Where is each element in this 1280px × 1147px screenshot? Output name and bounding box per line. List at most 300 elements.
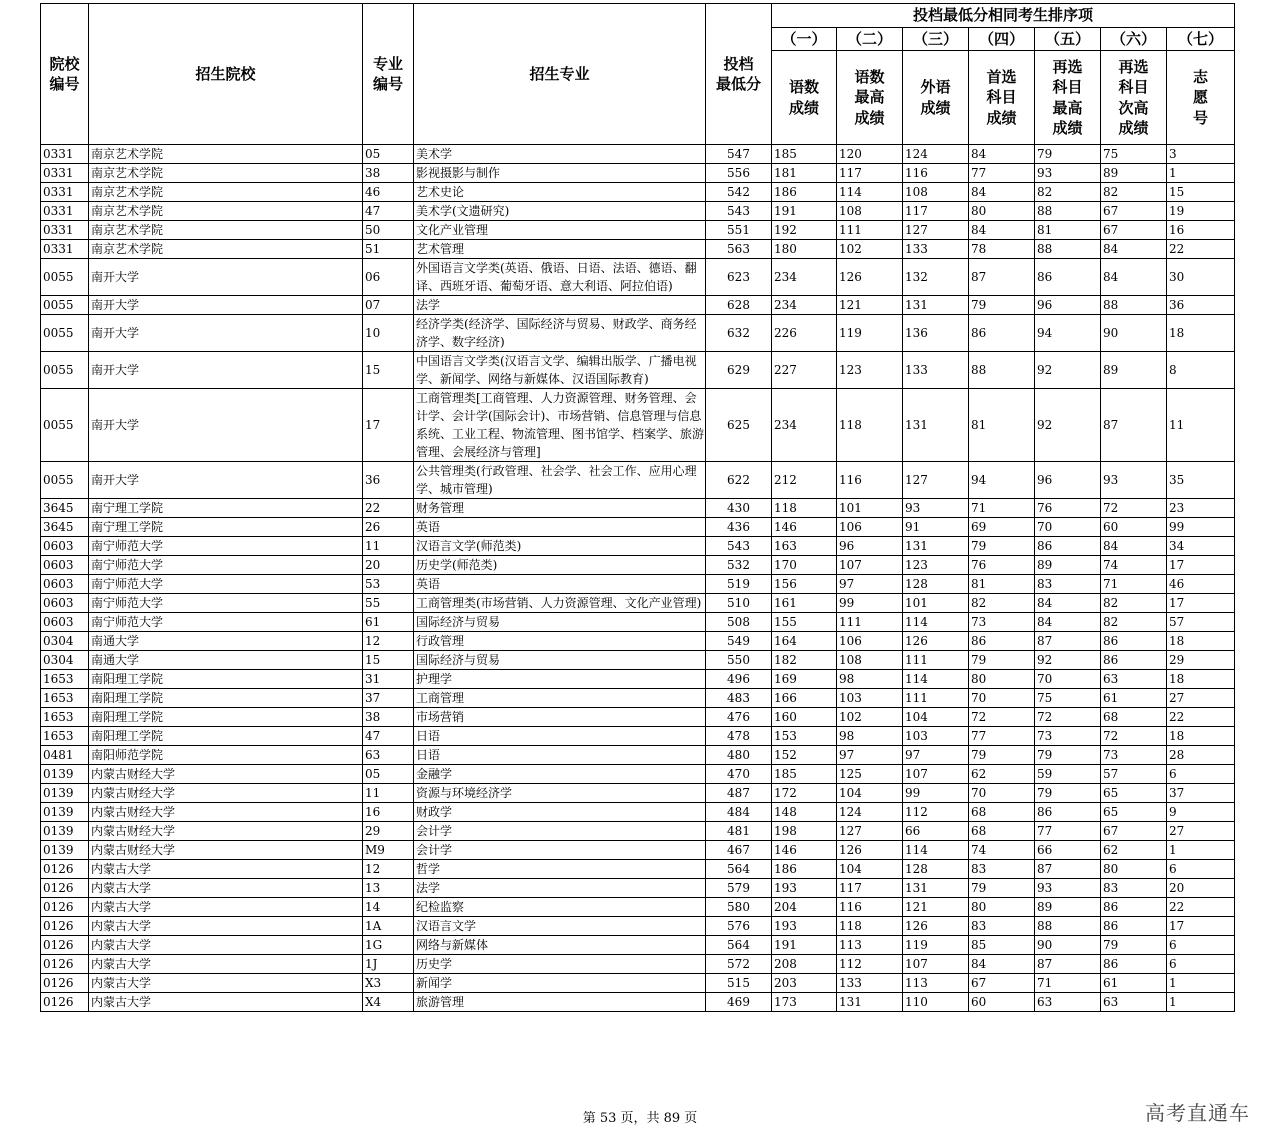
header-min-score: 投档 最低分: [706, 4, 772, 145]
cell-wish-number: 16: [1167, 221, 1235, 240]
cell-school-code: 0126: [41, 936, 89, 955]
cell-school: 南京艺术学院: [89, 240, 363, 259]
cell-score-6: 79: [1101, 936, 1167, 955]
cell-major-code: 38: [363, 164, 414, 183]
cell-school-code: 0603: [41, 594, 89, 613]
cell-school-code: 0481: [41, 746, 89, 765]
cell-score-2: 125: [837, 765, 903, 784]
cell-school-code: 0331: [41, 164, 89, 183]
cell-score-2: 102: [837, 240, 903, 259]
cell-major: 新闻学: [414, 974, 706, 993]
cell-min-score: 542: [706, 183, 772, 202]
cell-school-code: 0139: [41, 803, 89, 822]
cell-wish-number: 6: [1167, 955, 1235, 974]
cell-major-code: 1A: [363, 917, 414, 936]
cell-major: 会计学: [414, 841, 706, 860]
cell-score-5: 84: [1035, 594, 1101, 613]
table-row: [41, 518, 1235, 537]
cell-score-4: 84: [969, 145, 1035, 164]
cell-min-score: 549: [706, 632, 772, 651]
cell-min-score: 564: [706, 936, 772, 955]
cell-major-code: 51: [363, 240, 414, 259]
cell-score-1: 191: [772, 202, 837, 221]
cell-min-score: 625: [706, 389, 772, 462]
cell-score-1: 160: [772, 708, 837, 727]
cell-score-5: 81: [1035, 221, 1101, 240]
cell-school: 内蒙古大学: [89, 917, 363, 936]
cell-school-code: 0331: [41, 221, 89, 240]
cell-score-1: 191: [772, 936, 837, 955]
header-tiebreak-label: 首选 科目 成绩: [969, 51, 1035, 145]
cell-score-1: 163: [772, 537, 837, 556]
cell-score-6: 86: [1101, 651, 1167, 670]
cell-score-2: 107: [837, 556, 903, 575]
cell-school: 南阳师范学院: [89, 746, 363, 765]
cell-score-6: 62: [1101, 841, 1167, 860]
cell-major-code: X4: [363, 993, 414, 1012]
cell-school-code: 0139: [41, 841, 89, 860]
cell-wish-number: 1: [1167, 164, 1235, 183]
cell-score-4: 81: [969, 575, 1035, 594]
cell-wish-number: 20: [1167, 879, 1235, 898]
cell-score-4: 84: [969, 183, 1035, 202]
cell-school-code: 0126: [41, 974, 89, 993]
cell-score-3: 119: [903, 936, 969, 955]
cell-score-5: 70: [1035, 518, 1101, 537]
cell-score-5: 83: [1035, 575, 1101, 594]
cell-score-6: 61: [1101, 689, 1167, 708]
cell-score-3: 93: [903, 499, 969, 518]
table-row: [41, 936, 1235, 955]
cell-score-6: 84: [1101, 259, 1167, 296]
header-tiebreak-number: （六）: [1101, 28, 1167, 51]
cell-major-code: 37: [363, 689, 414, 708]
table-row: [41, 632, 1235, 651]
admission-score-table: [40, 3, 1235, 1012]
cell-min-score: 470: [706, 765, 772, 784]
header-tiebreak-number: （三）: [903, 28, 969, 51]
cell-major: 护理学: [414, 670, 706, 689]
cell-score-5: 73: [1035, 727, 1101, 746]
cell-school: 内蒙古大学: [89, 974, 363, 993]
cell-score-1: 182: [772, 651, 837, 670]
cell-score-2: 99: [837, 594, 903, 613]
cell-score-4: 77: [969, 164, 1035, 183]
cell-score-2: 96: [837, 537, 903, 556]
cell-score-5: 70: [1035, 670, 1101, 689]
header-tiebreak-label: 语数 成绩: [772, 51, 837, 145]
cell-wish-number: 3: [1167, 145, 1235, 164]
cell-score-5: 79: [1035, 145, 1101, 164]
cell-score-6: 82: [1101, 613, 1167, 632]
cell-score-6: 63: [1101, 993, 1167, 1012]
cell-wish-number: 1: [1167, 841, 1235, 860]
cell-wish-number: 23: [1167, 499, 1235, 518]
cell-major: 日语: [414, 746, 706, 765]
cell-major: 汉语言文学: [414, 917, 706, 936]
cell-score-6: 86: [1101, 917, 1167, 936]
cell-score-3: 131: [903, 296, 969, 315]
cell-score-1: 153: [772, 727, 837, 746]
cell-wish-number: 1: [1167, 974, 1235, 993]
cell-score-2: 102: [837, 708, 903, 727]
cell-wish-number: 11: [1167, 389, 1235, 462]
cell-score-1: 156: [772, 575, 837, 594]
cell-score-1: 226: [772, 315, 837, 352]
cell-wish-number: 30: [1167, 259, 1235, 296]
cell-score-6: 74: [1101, 556, 1167, 575]
cell-major: 旅游管理: [414, 993, 706, 1012]
cell-score-4: 88: [969, 352, 1035, 389]
cell-score-4: 82: [969, 594, 1035, 613]
cell-score-3: 108: [903, 183, 969, 202]
table-header: [41, 4, 1235, 145]
cell-school: 内蒙古财经大学: [89, 784, 363, 803]
cell-school: 南开大学: [89, 389, 363, 462]
cell-major-code: 26: [363, 518, 414, 537]
cell-score-6: 73: [1101, 746, 1167, 765]
cell-score-1: 203: [772, 974, 837, 993]
cell-major: 哲学: [414, 860, 706, 879]
cell-score-4: 84: [969, 955, 1035, 974]
cell-min-score: 476: [706, 708, 772, 727]
cell-score-4: 79: [969, 296, 1035, 315]
header-school-code: 院校 编号: [41, 4, 89, 145]
cell-major: 汉语言文学(师范类): [414, 537, 706, 556]
table-row: [41, 537, 1235, 556]
cell-score-2: 98: [837, 670, 903, 689]
cell-score-2: 116: [837, 462, 903, 499]
cell-score-1: 193: [772, 917, 837, 936]
cell-score-4: 69: [969, 518, 1035, 537]
cell-min-score: 496: [706, 670, 772, 689]
cell-score-5: 88: [1035, 202, 1101, 221]
cell-score-6: 87: [1101, 389, 1167, 462]
cell-score-1: 170: [772, 556, 837, 575]
table-row: [41, 974, 1235, 993]
cell-score-3: 128: [903, 575, 969, 594]
cell-school: 内蒙古大学: [89, 993, 363, 1012]
table-row: [41, 898, 1235, 917]
cell-score-4: 72: [969, 708, 1035, 727]
cell-school: 南京艺术学院: [89, 183, 363, 202]
cell-min-score: 629: [706, 352, 772, 389]
cell-major-code: 12: [363, 632, 414, 651]
cell-score-4: 80: [969, 202, 1035, 221]
cell-score-5: 92: [1035, 389, 1101, 462]
cell-min-score: 563: [706, 240, 772, 259]
cell-major-code: 50: [363, 221, 414, 240]
cell-score-6: 80: [1101, 860, 1167, 879]
cell-school: 内蒙古大学: [89, 898, 363, 917]
cell-major: 艺术管理: [414, 240, 706, 259]
cell-major-code: 11: [363, 537, 414, 556]
cell-score-6: 82: [1101, 183, 1167, 202]
cell-score-6: 84: [1101, 240, 1167, 259]
cell-score-2: 104: [837, 860, 903, 879]
cell-school-code: 0055: [41, 389, 89, 462]
cell-score-2: 127: [837, 822, 903, 841]
table-row: [41, 240, 1235, 259]
cell-school: 内蒙古财经大学: [89, 841, 363, 860]
cell-school-code: 0304: [41, 651, 89, 670]
cell-score-5: 87: [1035, 860, 1101, 879]
cell-score-1: 161: [772, 594, 837, 613]
cell-min-score: 556: [706, 164, 772, 183]
cell-min-score: 623: [706, 259, 772, 296]
cell-major: 日语: [414, 727, 706, 746]
cell-school-code: 0126: [41, 898, 89, 917]
cell-score-2: 117: [837, 879, 903, 898]
cell-score-4: 94: [969, 462, 1035, 499]
cell-score-2: 120: [837, 145, 903, 164]
cell-score-6: 68: [1101, 708, 1167, 727]
cell-major: 行政管理: [414, 632, 706, 651]
cell-school-code: 1653: [41, 670, 89, 689]
cell-major: 网络与新媒体: [414, 936, 706, 955]
cell-major: 历史学(师范类): [414, 556, 706, 575]
cell-major: 公共管理类(行政管理、社会学、社会工作、应用心理学、城市管理): [414, 462, 706, 499]
cell-score-2: 112: [837, 955, 903, 974]
cell-score-5: 93: [1035, 879, 1101, 898]
cell-score-1: 166: [772, 689, 837, 708]
cell-score-4: 70: [969, 784, 1035, 803]
cell-major-code: 13: [363, 879, 414, 898]
cell-score-5: 92: [1035, 352, 1101, 389]
cell-min-score: 469: [706, 993, 772, 1012]
cell-school: 南宁师范大学: [89, 613, 363, 632]
cell-min-score: 628: [706, 296, 772, 315]
cell-score-4: 71: [969, 499, 1035, 518]
cell-score-6: 60: [1101, 518, 1167, 537]
cell-score-5: 88: [1035, 917, 1101, 936]
cell-major: 美术学: [414, 145, 706, 164]
cell-score-2: 121: [837, 296, 903, 315]
table-row: [41, 145, 1235, 164]
cell-major-code: 36: [363, 462, 414, 499]
cell-major: 艺术史论: [414, 183, 706, 202]
cell-min-score: 580: [706, 898, 772, 917]
cell-score-4: 62: [969, 765, 1035, 784]
cell-wish-number: 17: [1167, 594, 1235, 613]
cell-score-6: 83: [1101, 879, 1167, 898]
header-tiebreak-number: （七）: [1167, 28, 1235, 51]
header-major: 招生专业: [414, 4, 706, 145]
cell-score-2: 116: [837, 898, 903, 917]
cell-score-2: 113: [837, 936, 903, 955]
cell-min-score: 579: [706, 879, 772, 898]
cell-school: 南阳理工学院: [89, 670, 363, 689]
cell-school: 内蒙古大学: [89, 879, 363, 898]
cell-min-score: 467: [706, 841, 772, 860]
cell-wish-number: 15: [1167, 183, 1235, 202]
cell-score-3: 107: [903, 955, 969, 974]
cell-major: 法学: [414, 879, 706, 898]
cell-wish-number: 8: [1167, 352, 1235, 389]
cell-wish-number: 6: [1167, 936, 1235, 955]
cell-wish-number: 36: [1167, 296, 1235, 315]
cell-score-5: 96: [1035, 296, 1101, 315]
cell-score-6: 89: [1101, 352, 1167, 389]
cell-score-3: 133: [903, 240, 969, 259]
cell-score-1: 148: [772, 803, 837, 822]
table-row: [41, 803, 1235, 822]
cell-score-6: 72: [1101, 727, 1167, 746]
cell-major-code: 20: [363, 556, 414, 575]
cell-school-code: 0126: [41, 879, 89, 898]
cell-min-score: 632: [706, 315, 772, 352]
cell-major: 外国语言文学类(英语、俄语、日语、法语、德语、翻译、西班牙语、葡萄牙语、意大利语、阿拉伯语): [414, 259, 706, 296]
cell-school-code: 0603: [41, 556, 89, 575]
cell-score-1: 186: [772, 183, 837, 202]
cell-school-code: 0603: [41, 575, 89, 594]
table-row: [41, 499, 1235, 518]
cell-wish-number: 18: [1167, 670, 1235, 689]
cell-score-2: 126: [837, 841, 903, 860]
cell-score-1: 227: [772, 352, 837, 389]
cell-score-3: 116: [903, 164, 969, 183]
cell-score-6: 86: [1101, 955, 1167, 974]
cell-major-code: 16: [363, 803, 414, 822]
cell-wish-number: 17: [1167, 917, 1235, 936]
cell-major: 财务管理: [414, 499, 706, 518]
cell-wish-number: 37: [1167, 784, 1235, 803]
cell-school-code: 1653: [41, 689, 89, 708]
cell-score-1: 186: [772, 860, 837, 879]
cell-score-4: 68: [969, 822, 1035, 841]
cell-score-4: 79: [969, 746, 1035, 765]
cell-major: 国际经济与贸易: [414, 613, 706, 632]
cell-score-5: 86: [1035, 537, 1101, 556]
cell-score-3: 97: [903, 746, 969, 765]
cell-min-score: 622: [706, 462, 772, 499]
table-row: [41, 841, 1235, 860]
cell-score-6: 86: [1101, 898, 1167, 917]
cell-score-5: 77: [1035, 822, 1101, 841]
cell-score-1: 212: [772, 462, 837, 499]
cell-school: 南宁师范大学: [89, 537, 363, 556]
table-row: [41, 352, 1235, 389]
cell-major-code: 29: [363, 822, 414, 841]
cell-score-1: 155: [772, 613, 837, 632]
cell-score-4: 74: [969, 841, 1035, 860]
header-tiebreak-label: 志 愿 号: [1167, 51, 1235, 145]
cell-score-1: 185: [772, 765, 837, 784]
cell-score-5: 86: [1035, 259, 1101, 296]
cell-school: 内蒙古大学: [89, 955, 363, 974]
cell-score-6: 71: [1101, 575, 1167, 594]
table-row: [41, 259, 1235, 296]
cell-score-4: 60: [969, 993, 1035, 1012]
cell-school-code: 0055: [41, 296, 89, 315]
cell-score-2: 103: [837, 689, 903, 708]
cell-major-code: 1G: [363, 936, 414, 955]
table-row: [41, 746, 1235, 765]
cell-score-4: 84: [969, 221, 1035, 240]
cell-score-5: 76: [1035, 499, 1101, 518]
cell-min-score: 515: [706, 974, 772, 993]
cell-score-5: 79: [1035, 784, 1101, 803]
cell-major-code: 46: [363, 183, 414, 202]
cell-major-code: 07: [363, 296, 414, 315]
cell-school: 南通大学: [89, 651, 363, 670]
cell-score-5: 75: [1035, 689, 1101, 708]
cell-score-4: 67: [969, 974, 1035, 993]
table-row: [41, 221, 1235, 240]
table-row: [41, 462, 1235, 499]
cell-score-2: 133: [837, 974, 903, 993]
cell-school: 南阳理工学院: [89, 708, 363, 727]
cell-school-code: 0055: [41, 462, 89, 499]
cell-score-2: 106: [837, 518, 903, 537]
cell-school: 南京艺术学院: [89, 202, 363, 221]
cell-major: 历史学: [414, 955, 706, 974]
cell-score-2: 131: [837, 993, 903, 1012]
cell-score-1: 204: [772, 898, 837, 917]
cell-school-code: 0331: [41, 202, 89, 221]
cell-school: 南宁师范大学: [89, 575, 363, 594]
cell-score-6: 65: [1101, 784, 1167, 803]
header-tiebreak-number: （二）: [837, 28, 903, 51]
table-row: [41, 822, 1235, 841]
cell-wish-number: 22: [1167, 240, 1235, 259]
cell-major: 工商管理类(市场营销、人力资源管理、文化产业管理): [414, 594, 706, 613]
cell-score-3: 126: [903, 917, 969, 936]
table-row: [41, 955, 1235, 974]
cell-major: 国际经济与贸易: [414, 651, 706, 670]
cell-school-code: 0331: [41, 145, 89, 164]
cell-school: 内蒙古财经大学: [89, 765, 363, 784]
table-row: [41, 670, 1235, 689]
cell-school-code: 0139: [41, 822, 89, 841]
cell-school-code: 0603: [41, 613, 89, 632]
cell-major-code: 05: [363, 145, 414, 164]
cell-score-6: 84: [1101, 537, 1167, 556]
cell-score-2: 98: [837, 727, 903, 746]
cell-major-code: 22: [363, 499, 414, 518]
cell-wish-number: 6: [1167, 765, 1235, 784]
cell-score-3: 127: [903, 462, 969, 499]
cell-min-score: 481: [706, 822, 772, 841]
cell-score-5: 88: [1035, 240, 1101, 259]
cell-wish-number: 18: [1167, 727, 1235, 746]
cell-score-1: 185: [772, 145, 837, 164]
cell-score-4: 83: [969, 860, 1035, 879]
cell-major: 市场营销: [414, 708, 706, 727]
table-body: [41, 145, 1235, 1012]
cell-wish-number: 17: [1167, 556, 1235, 575]
cell-score-3: 127: [903, 221, 969, 240]
cell-min-score: 510: [706, 594, 772, 613]
table-row: [41, 575, 1235, 594]
cell-score-6: 65: [1101, 803, 1167, 822]
cell-score-3: 111: [903, 651, 969, 670]
cell-score-3: 113: [903, 974, 969, 993]
cell-score-3: 107: [903, 765, 969, 784]
cell-major-code: 11: [363, 784, 414, 803]
cell-score-3: 114: [903, 670, 969, 689]
cell-wish-number: 34: [1167, 537, 1235, 556]
cell-score-3: 110: [903, 993, 969, 1012]
cell-score-2: 97: [837, 575, 903, 594]
cell-score-6: 57: [1101, 765, 1167, 784]
cell-score-1: 234: [772, 259, 837, 296]
cell-score-1: 234: [772, 296, 837, 315]
cell-score-3: 128: [903, 860, 969, 879]
cell-major: 金融学: [414, 765, 706, 784]
cell-score-2: 123: [837, 352, 903, 389]
cell-score-5: 72: [1035, 708, 1101, 727]
